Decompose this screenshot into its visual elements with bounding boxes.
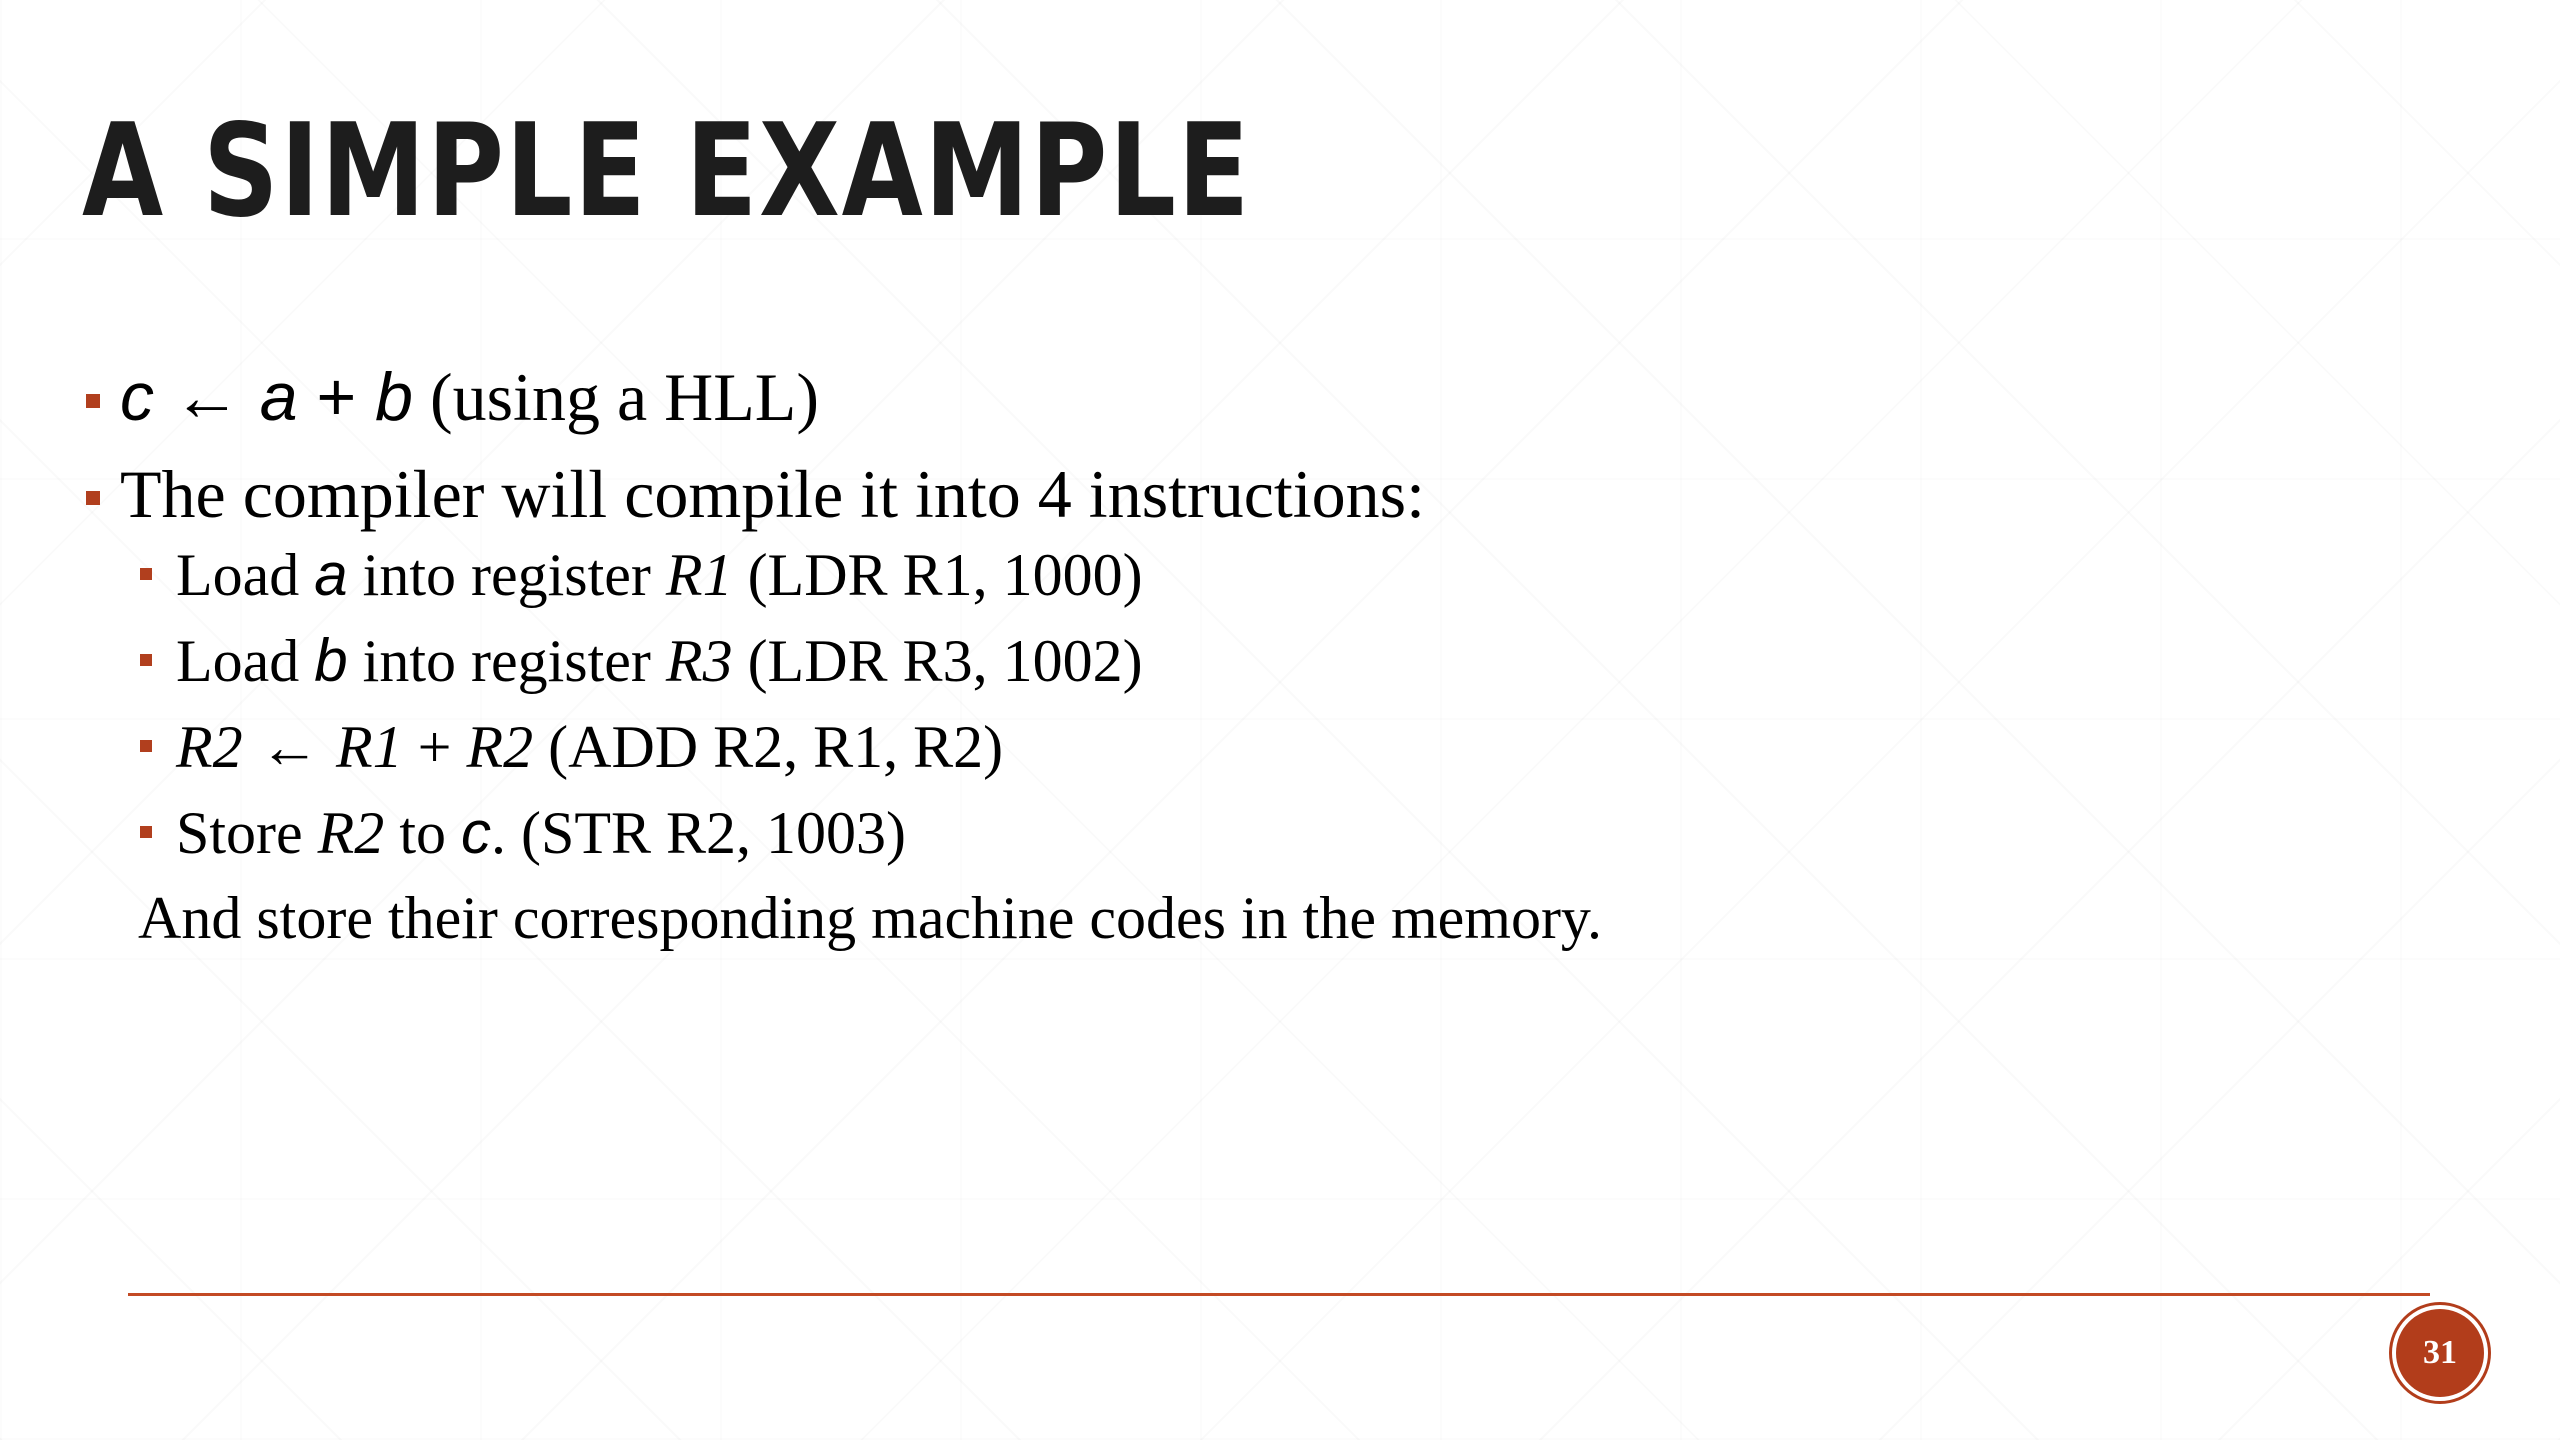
plus-symbol: +	[402, 713, 467, 780]
instruction-text: (LDR R3, 1002)	[732, 627, 1143, 694]
instruction-text: . (STR R2, 1003)	[490, 800, 907, 867]
bullet-text: The compiler will compile it into 4 instructions:	[120, 455, 1426, 532]
bullet-text: (using a HLL)	[412, 359, 819, 435]
bullet-marker	[140, 654, 152, 666]
bullet-marker	[140, 568, 152, 580]
var-c: c	[120, 359, 154, 435]
register-name: R2	[176, 713, 243, 780]
register-name: R2	[317, 800, 385, 867]
instruction-text: (LDR R1, 1000)	[732, 541, 1143, 608]
sub-bullet-item	[176, 790, 2380, 876]
bullet-item	[80, 360, 2380, 435]
bullet-marker	[140, 826, 152, 838]
sub-bullet-item	[176, 532, 2380, 618]
var-b: b	[314, 626, 348, 694]
slide-body	[80, 360, 2380, 962]
instruction-text: (ADD R2, R1, R2)	[533, 713, 1004, 780]
bullet-text: into register	[347, 541, 666, 608]
page-number-badge	[2396, 1309, 2484, 1397]
var-a: a	[314, 540, 348, 608]
bullet-text: to	[384, 800, 461, 867]
register-name: R2	[466, 713, 534, 780]
bullet-text: Load	[176, 541, 315, 608]
bullet-text: Store	[176, 800, 318, 867]
bullet-text: Load	[176, 627, 315, 694]
plus-symbol: +	[297, 359, 376, 435]
bullet-item	[80, 457, 2380, 532]
slide-title: A SIMPLE EXAMPLE	[82, 97, 1251, 246]
register-name: R1	[336, 713, 403, 780]
var-a: a	[259, 359, 298, 435]
bullet-marker	[86, 394, 100, 408]
arrow-symbol: ←	[154, 359, 260, 435]
bullet-marker	[86, 491, 100, 505]
bullet-marker	[140, 740, 152, 752]
footer-rule	[128, 1293, 2430, 1296]
arrow-symbol: ←	[242, 712, 336, 780]
closing-text: And store their corresponding machine codes in the memory.	[138, 885, 1603, 952]
var-b: b	[375, 359, 413, 435]
sub-bullet-item	[176, 704, 2380, 790]
sub-bullet-item	[176, 618, 2380, 704]
register-name: R3	[665, 627, 733, 694]
bullet-text: into register	[347, 627, 666, 694]
var-c: c	[460, 799, 491, 867]
page-number: 31	[2423, 1334, 2457, 1371]
register-name: R1	[665, 541, 733, 608]
